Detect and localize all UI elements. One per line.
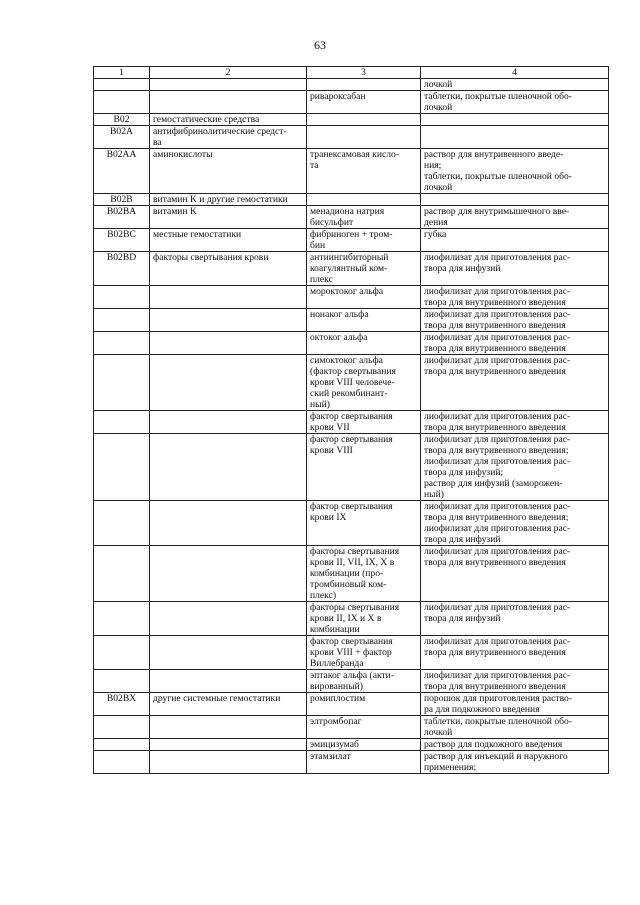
table-row — [94, 332, 609, 355]
atc-code-cell — [94, 286, 150, 309]
column-header-inn: 3 — [307, 67, 421, 79]
atc-code-cell — [94, 670, 150, 693]
atc-code-cell — [94, 739, 150, 751]
group-cell — [150, 355, 307, 411]
atc-code-cell — [94, 332, 150, 355]
table-row — [94, 114, 609, 126]
inn-cell: транексамовая кисло- та — [307, 149, 421, 194]
dosage-form-cell: раствор для инъекций и наружного применения; — [421, 751, 609, 774]
dosage-form-cell: лиофилизат для приготовления рас- твора для внутривенного введения; лиофилизат для приготовления рас- твора для инфузий — [421, 501, 609, 546]
inn-cell: антиингибиторный коагулянтный ком- плекс — [307, 252, 421, 286]
atc-code-cell — [94, 602, 150, 636]
inn-cell — [307, 114, 421, 126]
table-row — [94, 434, 609, 501]
group-cell: витамин K — [150, 206, 307, 229]
atc-code-cell: B02 — [94, 114, 150, 126]
inn-cell: факторы свертывания крови II, IX и X в комбинации — [307, 602, 421, 636]
group-cell — [150, 309, 307, 332]
group-cell: аминокислоты — [150, 149, 307, 194]
medication-table — [93, 66, 609, 774]
dosage-form-cell: порошок для приготовления раство- ра для подкожного введения — [421, 693, 609, 716]
dosage-form-cell: лиофилизат для приготовления рас- твора для инфузий — [421, 602, 609, 636]
inn-cell: нонаког альфа — [307, 309, 421, 332]
table-row — [94, 206, 609, 229]
inn-cell — [307, 79, 421, 91]
dosage-form-cell: раствор для внутримышечного вве- дения — [421, 206, 609, 229]
dosage-form-cell: лиофилизат для приготовления рас- твора для внутривенного введения — [421, 286, 609, 309]
table-row — [94, 411, 609, 434]
inn-cell: мороктоког альфа — [307, 286, 421, 309]
dosage-form-cell: губка — [421, 229, 609, 252]
atc-code-cell: B02BA — [94, 206, 150, 229]
inn-cell: этамзилат — [307, 751, 421, 774]
dosage-form-cell: раствор для внутривенного введе- ния; таблетки, покрытые пленочной обо- лочкой — [421, 149, 609, 194]
header-row — [94, 67, 609, 79]
group-cell — [150, 332, 307, 355]
table-row — [94, 194, 609, 206]
dosage-form-cell — [421, 114, 609, 126]
table-row — [94, 751, 609, 774]
inn-cell: элтромбопаг — [307, 716, 421, 739]
table-row — [94, 670, 609, 693]
dosage-form-cell: лиофилизат для приготовления рас- твора для внутривенного введения — [421, 355, 609, 411]
inn-cell: фактор свертывания крови VIII + фактор Виллебранда — [307, 636, 421, 670]
inn-cell: эптаког альфа (акти- вированный) — [307, 670, 421, 693]
group-cell: местные гемостатики — [150, 229, 307, 252]
inn-cell: факторы свертывания крови II, VII, IX, X в комбинации (про- тромбиновый ком- плекс) — [307, 546, 421, 602]
inn-cell: ривароксабан — [307, 91, 421, 114]
dosage-form-cell: лиофилизат для приготовления рас- твора для внутривенного введения — [421, 670, 609, 693]
atc-code-cell — [94, 309, 150, 332]
table-row — [94, 501, 609, 546]
group-cell — [150, 434, 307, 501]
group-cell: факторы свертывания крови — [150, 252, 307, 286]
table-row — [94, 229, 609, 252]
column-header-atc-code: 1 — [94, 67, 150, 79]
table-row — [94, 355, 609, 411]
atc-code-cell: B02BX — [94, 693, 150, 716]
group-cell — [150, 636, 307, 670]
atc-code-cell — [94, 355, 150, 411]
group-cell — [150, 286, 307, 309]
group-cell — [150, 79, 307, 91]
atc-code-cell — [94, 434, 150, 501]
dosage-form-cell: раствор для подкожного введения — [421, 739, 609, 751]
atc-code-cell: B02B — [94, 194, 150, 206]
dosage-form-cell: лиофилизат для приготовления рас- твора для внутривенного введения — [421, 309, 609, 332]
table-row — [94, 739, 609, 751]
inn-cell: менадиона натрия бисульфит — [307, 206, 421, 229]
group-cell — [150, 411, 307, 434]
group-cell: гемостатические средства — [150, 114, 307, 126]
table-row — [94, 602, 609, 636]
inn-cell: ромиплостим — [307, 693, 421, 716]
dosage-form-cell: лиофилизат для приготовления рас- твора для внутривенного введения — [421, 332, 609, 355]
group-cell: другие системные гемостатики — [150, 693, 307, 716]
table-row — [94, 693, 609, 716]
inn-cell — [307, 194, 421, 206]
atc-code-cell — [94, 91, 150, 114]
atc-code-cell — [94, 79, 150, 91]
group-cell — [150, 716, 307, 739]
dosage-form-cell — [421, 126, 609, 149]
group-cell — [150, 751, 307, 774]
dosage-form-cell — [421, 194, 609, 206]
table-row — [94, 79, 609, 91]
group-cell — [150, 739, 307, 751]
table-row — [94, 309, 609, 332]
inn-cell: октоког альфа — [307, 332, 421, 355]
dosage-form-cell: лиофилизат для приготовления рас- твора для внутривенного введения — [421, 546, 609, 602]
atc-code-cell: B02BC — [94, 229, 150, 252]
column-header-group: 2 — [150, 67, 307, 79]
column-header-dosage-form: 4 — [421, 67, 609, 79]
page-number: 63 — [314, 38, 326, 52]
table-row — [94, 126, 609, 149]
group-cell — [150, 670, 307, 693]
dosage-form-cell: таблетки, покрытые пленочной обо- лочкой — [421, 91, 609, 114]
group-cell: антифибринолитические средст- ва — [150, 126, 307, 149]
table-row — [94, 91, 609, 114]
group-cell: витамин K и другие гемостатики — [150, 194, 307, 206]
atc-code-cell — [94, 501, 150, 546]
inn-cell: фактор свертывания крови VIII — [307, 434, 421, 501]
inn-cell: симоктоког альфа (фактор свертывания крови VIII человече- ский рекомбинант- ный) — [307, 355, 421, 411]
atc-code-cell: B02BD — [94, 252, 150, 286]
group-cell — [150, 546, 307, 602]
table-row — [94, 252, 609, 286]
dosage-form-cell: таблетки, покрытые пленочной обо- лочкой — [421, 716, 609, 739]
atc-code-cell — [94, 546, 150, 602]
atc-code-cell — [94, 751, 150, 774]
dosage-form-cell: лиофилизат для приготовления рас- твора для внутривенного введения; лиофилизат для приготовления рас- твора для инфузий; раствор для инфузий (заморожен- ный) — [421, 434, 609, 501]
atc-code-cell — [94, 636, 150, 670]
atc-code-cell — [94, 716, 150, 739]
table-row — [94, 149, 609, 194]
atc-code-cell: B02AA — [94, 149, 150, 194]
inn-cell: эмицизумаб — [307, 739, 421, 751]
inn-cell: фибриноген + тром- бин — [307, 229, 421, 252]
table-row — [94, 716, 609, 739]
group-cell — [150, 501, 307, 546]
dosage-form-cell: лиофилизат для приготовления рас- твора для внутривенного введения — [421, 411, 609, 434]
inn-cell — [307, 126, 421, 149]
inn-cell: фактор свертывания крови VII — [307, 411, 421, 434]
dosage-form-cell: лочкой — [421, 79, 609, 91]
dosage-form-cell: лиофилизат для приготовления рас- твора для внутривенного введения — [421, 636, 609, 670]
atc-code-cell: B02A — [94, 126, 150, 149]
table-row — [94, 636, 609, 670]
group-cell — [150, 602, 307, 636]
table-row — [94, 286, 609, 309]
table-row — [94, 546, 609, 602]
group-cell — [150, 91, 307, 114]
dosage-form-cell: лиофилизат для приготовления рас- твора для инфузий — [421, 252, 609, 286]
atc-code-cell — [94, 411, 150, 434]
inn-cell: фактор свертывания крови IX — [307, 501, 421, 546]
